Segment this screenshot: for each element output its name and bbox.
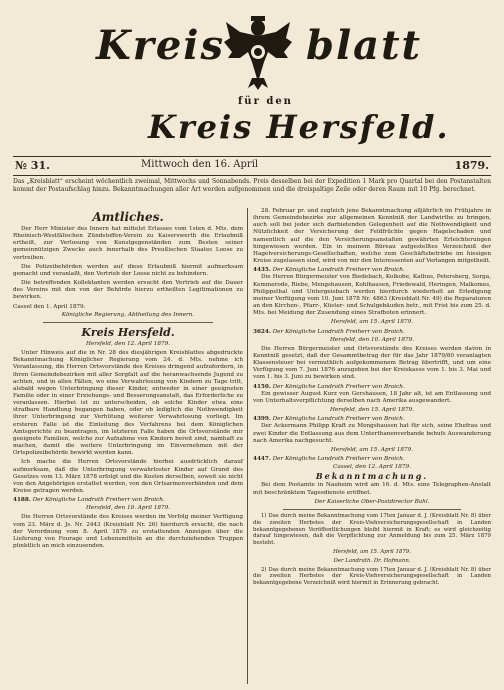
article-date: Hersfeld, den 10. April 1879.	[85, 505, 171, 512]
article-date: Cassel, den 12. April 1879.	[333, 464, 411, 471]
signature-authority: Der Kaiserliche Ober-Postdirector Bahl.	[314, 498, 430, 505]
masthead-title-hersfeld: Kreis Hersfeld.	[148, 108, 450, 146]
article-paragraph: 2) Das durch meine Bekanntmachung vom 17ten Januar d. J. (Kreisblatt Nr. 8) über die zweiten Herbstes der Kreis-Viehversicherungsgesellschaft in Landen bekanntgegebene Verzeichniß wird hiermit in Erinnerung gebracht.	[253, 566, 491, 587]
article-date: Hersfeld, den 15. April 1879.	[329, 407, 415, 414]
issue-number: № 31.	[15, 159, 50, 172]
article-paragraph: Die Herren Bürgermeister und Ortsvorstände des Kreises werden davon in Kenntniß gesetzt, daß der Gesammtbetrag der für das Jahr 1879/80 veranlagten Klassensteuer bei vermuthlich aufgekommenem Betrag übertrifft, und um eine Verfügung vom 7. Juni 1876 anzugeben bei der Kreiskasse vom 1. bis 3. Mai und vom 1. bis 3. Juni zu bewirken sind.	[253, 345, 491, 381]
signature-authority: Der Königliche Landrath Freiherr von Broich.	[272, 456, 405, 462]
section-heading-official: Amtliches.	[92, 210, 164, 224]
article-paragraph: Ein gewisser August Kurz von Gershausen, 18 Jahr alt, ist am Entlassung und von Unterhaltsverpflichtung derselben nach Amerika ausgewandert.	[253, 390, 491, 404]
section-heading-announcement: Bekanntmachung.	[315, 471, 429, 482]
article-paragraph: Der Herr Minister des Innern hat mittelst Erlasses vom 1sten d. Mts. dem Rheinisch-Westfälischen Zündstoffen-Verein zu Kaiserswerth die Erlaubniß ertheilt, zur Verlosung von Kunstgegenständen zum Besten seiner gemeinnützigen Zwecke auch innerhalb des Preußischen Staates Loose zu vertreiben.	[13, 226, 243, 261]
article-paragraph: Die Polizeibehörden werden auf diese Erlaubniß hiermit aufmerksam gemacht und veranlaßt, den Vertrieb der Loose nicht zu behindern.	[13, 263, 243, 277]
article-date: Hersfeld, den 12. April 1879.	[85, 340, 171, 347]
issue-date: Mittwoch den 16. April	[141, 159, 259, 170]
reference-number: 3624.	[253, 328, 271, 335]
article-date: Hersfeld, am 15. April 1879.	[330, 446, 414, 453]
signature-authority: Der Königliche Landrath Freiherr von Broich.	[272, 383, 405, 390]
reference-number: 4150.	[253, 383, 271, 390]
signature-authority: Königliche Regierung, Abtheilung des Innern.	[61, 311, 195, 318]
masthead-title-kreis: Kreis	[96, 22, 226, 69]
issue-bar	[13, 156, 491, 176]
article-paragraph: Bei dem Postamte in Nauheim wird am 16. d. Mts. eine Telegraphen-Anstalt mit beschränktem Tagesdienste eröffnet.	[253, 482, 491, 496]
section-rule	[283, 509, 461, 510]
article-paragraph: Unter Hinweis auf die in Nr. 28 des diesjährigen Kreisblattes abgedruckte Bekanntmachung Königlicher Regierung vom 24. d. Mts. nehme ich Veranlassung, die Herren Ortsvorstände des Kreises dringend aufzufordern, in ihren Gemeindebezirken mit aller Sorgfalt auf die heranwachsende Jugend zu achten, und in allen Fällen, wo eine Verwahrlosung von Kindern zu Tage tritt, alsbald wegen Unterbringung dieser Kinder, entweder in einer geeigneten Familie oder in einer Erziehungs- und Besserungsanstalt, das Erforderliche zu veranlassen. Hierbei ist zu unterscheiden, ob solche Kinder etwa eine strafbare Handlung begangen haben, oder ob lediglich die Nothwendigkeit ihrer Unterbringung zur Verhütung weiterer Verwahrlosung vorliegt. Im ersteren Falle ist die Einleitung des Verfahrens bei dem Königlichen Amtsgerichte zu beantragen, im letzteren Falle haben die Ortsvorstände mir geeignete Familien, welche zur Aufnahme von Kindern bereit sind, namhaft zu machen, damit die weitere Unterbringung im Einvernehmen mit der Ortspolizeibehörde bewirkt werden kann.	[13, 350, 243, 457]
article-date: Hersfeld, am 15. April 1879.	[330, 319, 414, 326]
signature-authority: Der Königliche Landrath Freiherr von Broich.	[272, 328, 405, 335]
left-column	[13, 208, 243, 552]
reference-number: 4435.	[253, 267, 271, 274]
article-paragraph: Die betreffenden Kollektanten werden ersucht den Vertrieb auf die Dauer des Vereins mit den von der Behörde hierzu ertheilten Legitimationen zu bewirken.	[13, 280, 243, 301]
right-column	[253, 208, 491, 589]
article-paragraph: Die Herren Ortsvorstände des Kreises werden im Verfolg meiner Verfügung vom 23. März d. Js. Nr. 2443 (Kreisblatt Nr. 26) hierdurch ersucht, die nach der Verordnung vom 8. April 1879 zu erstattenden Anzeigen über die Lieferung von Fourage und Lebensmitteln an die durchziehenden Truppen pünktlich an mich einzusenden.	[13, 514, 243, 550]
signature-authority: Der Königliche Landrath Freiherr von Broich.	[272, 267, 405, 274]
reference-number: 4399.	[253, 416, 271, 423]
masthead-title-blatt: blatt	[306, 22, 423, 69]
signature-authority: Der Landrath. Dr. Hofmann.	[333, 557, 411, 564]
signature-authority: Der Königliche Landrath Freiherr von Broich.	[272, 416, 405, 423]
signature-authority: Der Königliche Landrath Freiherr von Broich.	[32, 497, 165, 504]
article-date: Hersfeld, am 15. April 1879.	[333, 548, 411, 555]
reference-number: 4188.	[13, 497, 31, 504]
issue-year: 1879.	[454, 159, 489, 172]
article-paragraph: 1) Das durch meine Bekanntmachung vom 17ten Januar d. J. (Kreisblatt Nr. 8) über die zweiten Herbstes der Kreis-Viehversicherungsgesellschaft in Landen bekanntgegebenen Veröffentlichungen bleibt hiermit in Kraft; es wird gleichzeitig darauf hingewiesen, daß die Verpflichtung zur Anmeldung bis zum 25. März 1879 besteht.	[253, 512, 491, 547]
signature-place: Cassel den 1. April 1879.	[13, 303, 86, 310]
reference-number: 4447.	[253, 456, 271, 462]
article-date: Hersfeld, den 10. April 1879.	[329, 336, 415, 343]
column-divider	[247, 208, 248, 684]
article-paragraph: Die Herren Bürgermeister von Biedebach, Kolkobe, Kathus, Petersberg, Sorga, Kemmerode, Riebe, Mengshausen, Kohlhausen, Friedewald, Heringen, Malkomes, Philippsthal und Untergeisbach werden hierdurch wiederholt an Erledigung meiner Verfügung vom 10. Juni 1878 Nr. 4863 (Kreisblatt Nr. 49) die Reparaturen an den Kirchen-, Pfarr-, Küster- und Schulgebäuden betr., mit Frist bis zum 25. d. Mts. bei Meidung der Zusendung eines Strafboten erinnert.	[253, 274, 491, 317]
section-heading-local: Kreis Hersfeld.	[81, 325, 175, 339]
masthead	[0, 0, 504, 150]
subscription-notice: Das „Kreisblatt“ erscheint wöchentlich zweimal, Mittwochs und Sonnabends. Preis desselben bei der Expedition 1 Mark pro Quartal bei den Postanstalten kommt der Postaufschlag hinzu. Bekanntmachungen aller Art werden aufgenommen und die dreispaltige Zeile oder deren Raum mit 10 Pfg. berechnet.	[13, 178, 491, 193]
masthead-fuer-den: für den	[238, 96, 293, 107]
eagle-icon	[222, 12, 294, 90]
section-rule	[43, 322, 213, 323]
article-paragraph: Ich mache die Herren Ortsvorstände hierbei ausdrücklich darauf aufmerksam, daß die Unterbringung verwahrloster Kinder auf Grund des Gesetzes vom 13. März 1878 erfolgt und die Kosten derselben, soweit sie nicht von den Angehörigen erstattet werden, von den Ortsarmenverbänden und dem Kreise getragen werden.	[13, 459, 243, 494]
article-paragraph: 28. Februar pr. und zugleich jene Bekanntmachung alljährlich im Frühjahre in ihrem Gemeindebezirke zur allgemeinen Kenntniß der Landwirthe zu bringen, auch soll bei jeder sich darbietenden Gelegenheit auf die Nothwendigkeit und Nützlichkeit der Versicherung der Feldfrüchte gegen Hagelschaden und namentlich auf die den Versicherungsanstalten gewährten Erleichterungen hingewiesen werden. Ein in meinem Büreau aufgestelltes Verzeichniß der Hagelversicherungs-Gesellschaften, welche zum Geschäftsbetriebe im hiesigen Kreise zugelassen sind, wird von mir den Interessenten auf Verlangen mitgetheilt.	[253, 208, 491, 265]
article-paragraph: Der Ackermann Philipp Kraft zu Mengshausen hat für sich, seine Ehefrau und zwei Kinder die Entlassung aus dem Unterthanenverbande behufs Auswanderung nach Amerika nachgesucht.	[253, 423, 491, 444]
